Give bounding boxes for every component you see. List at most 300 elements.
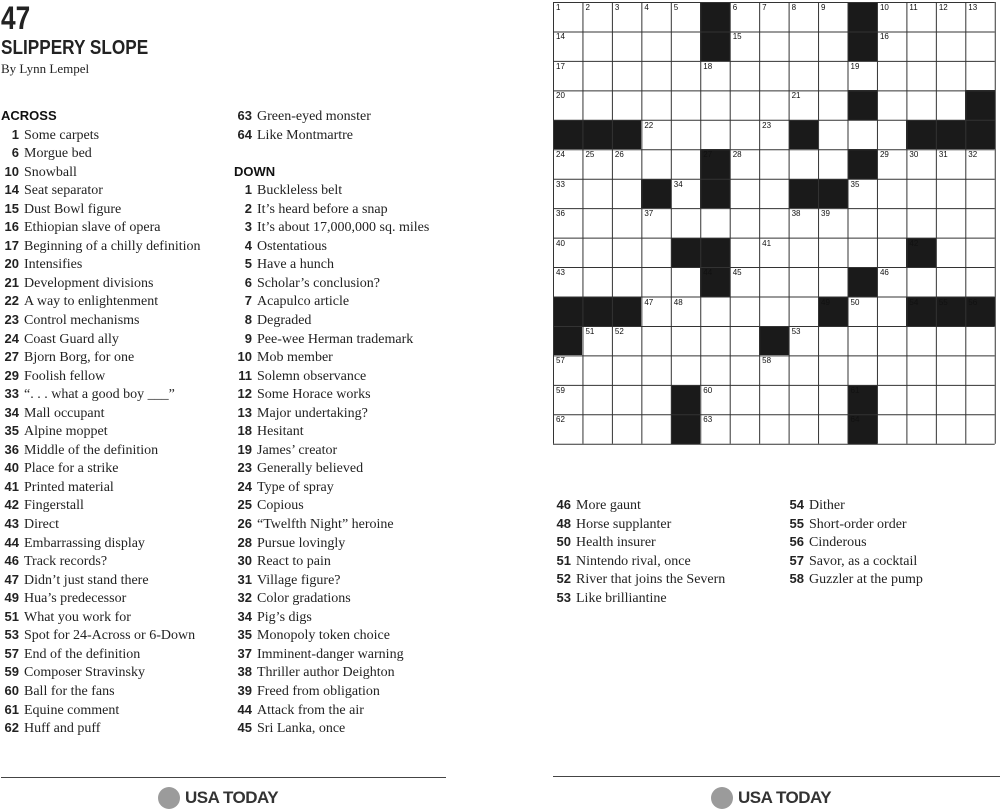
clue-text: Control mechanisms [24,313,140,329]
clue-text: Huff and puff [24,721,101,737]
cell-number: 33 [556,179,565,189]
cell-number: 48 [673,297,683,307]
clue-text: React to pain [257,554,331,570]
clue-item [1,126,201,145]
cell-number: 14 [556,32,565,42]
clue-text: Type of spray [257,479,334,495]
clue-text: “Twelfth Night” heroine [257,517,394,533]
clue-number: 44 [237,701,252,717]
puzzle-title: SLIPPERY SLOPE [1,37,149,59]
cell-number: 41 [762,238,772,248]
clue-text: Beginning of a chilly definition [24,238,201,254]
clue-item [1,478,201,497]
cell-number: 42 [909,238,919,248]
clue-item [553,570,725,589]
cell-number: 37 [644,209,654,219]
clue-number: 34 [4,404,19,420]
cell-number: 16 [879,32,889,42]
clue-number: 23 [4,312,19,328]
cell-number: 56 [968,297,978,307]
clue-item [553,496,725,515]
clue-item [1,163,201,182]
clue-number: 13 [237,404,252,420]
clue-item [1,589,201,608]
clue-item [1,237,201,256]
clue-column-2 [234,107,429,738]
clue-item [234,311,429,330]
cell-number: 20 [556,91,565,101]
clue-item [1,682,201,701]
cell-number: 34 [673,179,683,189]
clue-number: 23 [237,460,252,476]
clue-item [786,496,923,515]
clue-item [234,459,429,478]
clue-text: Alpine moppet [24,424,108,440]
clue-text: Sri Lanka, once [257,721,346,737]
clue-number: 1 [244,182,252,198]
clue-item [234,237,429,256]
clue-text: Development divisions [24,275,154,291]
clue-item [1,608,201,627]
cell-number: 5 [673,3,679,12]
clue-number: 45 [237,720,252,736]
cell-number: 38 [791,209,801,219]
cell-number: 4 [644,3,649,12]
clue-text: Morgue bed [24,146,92,162]
clue-text: Dust Bowl figure [24,201,122,217]
clue-item [234,181,429,200]
clue-number: 48 [556,515,571,531]
clue-item [553,533,725,552]
clue-number: 30 [237,553,252,569]
clue-number: 12 [237,386,252,402]
clue-item [1,404,201,423]
clue-number: 42 [4,497,19,513]
clue-number: 53 [4,627,19,643]
cell-number: 30 [909,150,919,160]
cell-number: 43 [556,268,565,278]
clue-number: 17 [4,237,19,253]
clue-item [234,608,429,627]
cell-number: 50 [850,297,860,307]
clue-text: Printed material [24,479,114,495]
clue-number: 52 [556,571,571,587]
clue-item [1,181,201,200]
clue-number: 58 [789,571,804,587]
clue-text: Spot for 24-Across or 6-Down [24,628,196,644]
clue-item [1,200,201,219]
clue-text: James’ creator [257,442,338,458]
clue-item [234,292,429,311]
clue-number: 47 [4,571,19,587]
clue-item [1,422,201,441]
clue-number: 20 [4,256,19,272]
clue-item [234,348,429,367]
cell-number: 3 [614,3,620,12]
clue-text: More gaunt [576,498,641,513]
clue-text: Equine comment [24,702,120,718]
cell-number: 2 [585,3,590,12]
clue-item [1,645,201,664]
clue-text: Generally believed [257,461,364,477]
clue-item [1,626,201,645]
clue-column-3 [553,496,725,607]
crossword-grid [553,2,996,445]
clue-text: Imminent-danger warning [257,646,404,662]
clue-item [234,571,429,590]
cell-number: 21 [791,91,801,101]
clue-item [553,589,725,608]
cell-number: 39 [821,209,830,219]
clue-text: Buckleless belt [257,183,343,199]
clue-number: 43 [4,516,19,532]
clue-number: 49 [4,590,19,606]
clue-item [1,311,201,330]
clue-number: 10 [4,163,19,179]
clue-item [234,441,429,460]
clue-text: Composer Stravinsky [24,665,145,681]
clue-number: 2 [244,200,252,216]
clue-number: 63 [237,108,252,123]
cell-number: 61 [850,385,860,395]
clue-number: 37 [237,645,252,661]
clue-text: Freed from obligation [257,683,380,699]
clue-item [1,144,201,163]
clue-number: 24 [237,478,252,494]
cell-number: 17 [556,61,565,71]
clue-item [1,701,201,720]
clue-number: 26 [237,516,252,532]
clue-item [1,330,201,349]
clue-text: Mob member [257,350,333,366]
logo-text: USA TODAY [738,788,832,807]
cell-number: 60 [703,385,713,395]
clue-text: Track records? [24,554,108,570]
clue-number: 33 [4,386,19,402]
clue-number: 22 [4,293,19,309]
clue-item [1,571,201,590]
clue-number: 3 [244,219,252,235]
clue-item [234,404,429,423]
usa-today-logo-right [711,787,831,809]
puzzle-number: 47 [1,0,31,36]
clue-item [786,533,923,552]
clue-item [1,255,201,274]
clue-item [234,218,429,237]
clue-number: 5 [244,256,252,272]
clue-number: 27 [4,349,19,365]
clue-number: 57 [789,552,804,568]
clue-item [1,218,201,237]
clue-text: Intensifies [24,257,83,273]
clue-text: Horse supplanter [576,516,672,532]
cell-number: 52 [614,326,624,336]
clue-item [234,422,429,441]
clue-item [1,552,201,571]
clue-column-1 [1,107,201,738]
clue-item [234,385,429,404]
cell-number: 6 [732,3,738,12]
clue-text: It’s about 17,000,000 sq. miles [257,220,430,236]
clue-number: 7 [244,293,252,309]
clue-text: River that joins the Severn [576,572,726,588]
clue-number: 51 [556,552,571,568]
clue-number: 55 [789,515,804,531]
clue-text: Color gradations [257,591,351,607]
cell-number: 58 [762,356,772,366]
cell-number: 1 [556,3,561,12]
clue-text: Pursue lovingly [257,535,346,551]
clue-text: Cinderous [809,535,867,551]
clue-text: Snowball [24,164,77,180]
clue-text: Acapulco article [257,294,350,310]
cell-number: 12 [938,3,948,12]
clue-text: Ostentatious [257,238,327,254]
clue-number: 15 [4,200,19,216]
clue-text: Embarrassing display [24,535,145,551]
clue-item [1,719,201,738]
clue-text: Ethiopian slave of opera [24,220,161,236]
clue-item [234,367,429,386]
cell-number: 18 [703,61,713,71]
clue-item [1,515,201,534]
cell-number: 19 [850,61,860,71]
clue-number: 59 [4,664,19,680]
clue-item [553,552,725,571]
clue-item [234,330,429,349]
clue-item [1,348,201,367]
clue-text: Attack from the air [257,702,364,718]
cell-number: 54 [909,297,919,307]
clue-number: 44 [4,534,19,550]
clue-text: Savor, as a cocktail [809,553,918,569]
clue-item [234,496,429,515]
cell-number: 64 [850,415,860,425]
clue-number: 14 [4,182,19,198]
cell-number: 51 [585,326,595,336]
cell-number: 44 [703,268,713,278]
clue-number: 57 [4,645,19,661]
cell-number: 47 [644,297,654,307]
clue-item [234,719,429,738]
cell-number: 23 [762,120,772,130]
clue-text: Pee-wee Herman trademark [257,331,414,347]
cell-number: 40 [556,238,565,248]
cell-number: 49 [821,297,830,307]
clue-text: What you work for [24,609,131,625]
clue-text: Major undertaking? [257,405,368,421]
clue-number: 25 [237,497,252,513]
clue-item [234,534,429,553]
clue-text: Pig’s digs [257,609,312,625]
down-heading: DOWN [234,163,276,179]
clue-number: 4 [244,237,252,253]
clue-text: Didn’t just stand there [24,572,149,588]
clue-text: A way to enlightenment [24,294,159,310]
clue-item [1,459,201,478]
clue-number: 41 [4,478,19,494]
clue-text: Nintendo rival, once [576,553,691,569]
clue-text: Degraded [257,313,312,329]
clue-text: Middle of the definition [24,442,159,458]
byline: By Lynn Lempel [1,61,90,76]
cell-number: 25 [585,150,595,160]
clue-number: 6 [244,274,252,290]
clue-item [234,200,429,219]
grid-lines [553,2,996,445]
cell-number: 36 [556,209,565,219]
clue-text: Like brilliantine [576,590,667,606]
across-heading: ACROSS [1,108,57,123]
clue-text: Green-eyed monster [257,109,371,124]
clue-text: Some carpets [24,127,100,143]
clue-number: 31 [237,571,252,587]
clue-item [234,589,429,608]
clue-text: Village figure? [257,572,341,588]
clue-number: 32 [237,590,252,606]
clue-number: 11 [238,367,252,383]
cell-number: 45 [732,268,742,278]
cell-number: 53 [791,326,801,336]
clue-text: “. . . what a good boy ___” [24,387,175,403]
cell-number: 57 [556,356,565,366]
cell-number: 22 [644,120,654,130]
cell-number: 35 [850,179,860,189]
clue-item [1,292,201,311]
clue-text: Hua’s predecessor [24,591,127,607]
clue-text: Fingerstall [24,498,84,514]
clue-item [786,570,923,589]
clue-number: 61 [4,701,19,717]
clue-number: 16 [4,219,19,235]
usa-today-logo-left [158,787,278,809]
cell-number: 24 [556,150,565,160]
cell-number: 9 [821,3,826,12]
clue-number: 35 [4,423,19,439]
clue-text: Monopoly token choice [257,628,390,644]
clue-text: Bjorn Borg, for one [24,350,135,366]
clue-text: Like Montmartre [257,127,354,143]
clue-number: 34 [237,608,252,624]
clue-number: 53 [556,589,571,605]
clue-number: 38 [237,664,252,680]
cell-number: 11 [909,3,918,12]
logo-circle-icon [158,787,180,809]
clue-number: 18 [237,423,252,439]
cell-number: 62 [556,415,565,425]
clue-text: Health insurer [576,535,656,551]
clue-number: 8 [244,312,252,328]
clue-number: 39 [237,682,252,698]
clue-item [234,478,429,497]
clue-number: 60 [4,682,19,698]
clue-text: It’s heard before a snap [257,201,388,217]
clue-item [234,126,429,145]
clue-item [234,682,429,701]
clue-number: 50 [556,534,571,550]
clue-number: 1 [11,126,19,142]
clue-item [553,515,725,534]
clue-item [786,552,923,571]
clue-number: 28 [237,534,252,550]
clue-text: Coast Guard ally [24,331,119,347]
clue-number: 36 [4,441,19,457]
cell-number: 31 [938,150,948,160]
clue-text: Mall occupant [24,405,105,421]
cell-number: 28 [732,150,742,160]
clue-text: Some Horace works [257,387,371,403]
cell-number: 10 [879,3,889,12]
cell-number: 55 [938,297,948,307]
clue-item [1,663,201,682]
clue-number: 46 [556,497,571,512]
clue-number: 46 [4,553,19,569]
cell-number: 59 [556,385,565,395]
clue-column-4 [786,496,923,589]
clue-spacer [234,144,429,163]
clue-item [234,701,429,720]
clue-number: 10 [237,349,252,365]
clue-number: 40 [4,460,19,476]
clue-text: Solemn observance [257,368,367,384]
clue-number: 9 [244,330,252,346]
clue-number: 56 [789,534,804,550]
footer-rule-left [1,777,446,778]
clue-item [234,552,429,571]
clue-number: 54 [789,497,804,512]
cell-number: 13 [968,3,978,12]
clue-item [234,645,429,664]
cell-number: 8 [791,3,797,12]
clue-item [1,367,201,386]
clue-number: 21 [4,274,19,290]
clue-number: 6 [11,145,19,161]
clue-text: Seat separator [24,183,103,199]
clue-text: Dither [809,498,845,513]
clue-text: Place for a strike [24,461,119,477]
clue-number: 64 [237,126,252,142]
clue-item [234,515,429,534]
clue-item [1,496,201,515]
cell-number: 27 [703,150,713,160]
clue-item [234,274,429,293]
clue-item [234,663,429,682]
clue-item [786,515,923,534]
clue-text: Scholar’s conclusion? [257,275,380,291]
clue-text: Direct [24,517,59,533]
clue-item [1,274,201,293]
clue-text: Hesitant [257,424,304,440]
clue-text: Thriller author Deighton [257,665,395,681]
cell-number: 26 [614,150,624,160]
clue-number: 51 [4,608,19,624]
clue-text: Foolish fellow [24,368,106,384]
cell-number: 15 [732,32,742,42]
logo-text: USA TODAY [185,788,279,807]
cell-number: 63 [703,415,713,425]
logo-circle-icon [711,787,733,809]
clue-text: Have a hunch [257,257,334,273]
clue-text: Ball for the fans [24,683,115,699]
clue-text: End of the definition [24,646,141,662]
clue-item [1,441,201,460]
clue-item [234,255,429,274]
clue-number: 35 [237,627,252,643]
cell-number: 7 [762,3,767,12]
clue-number: 24 [4,330,19,346]
clue-number: 29 [4,367,19,383]
clue-item [234,626,429,645]
